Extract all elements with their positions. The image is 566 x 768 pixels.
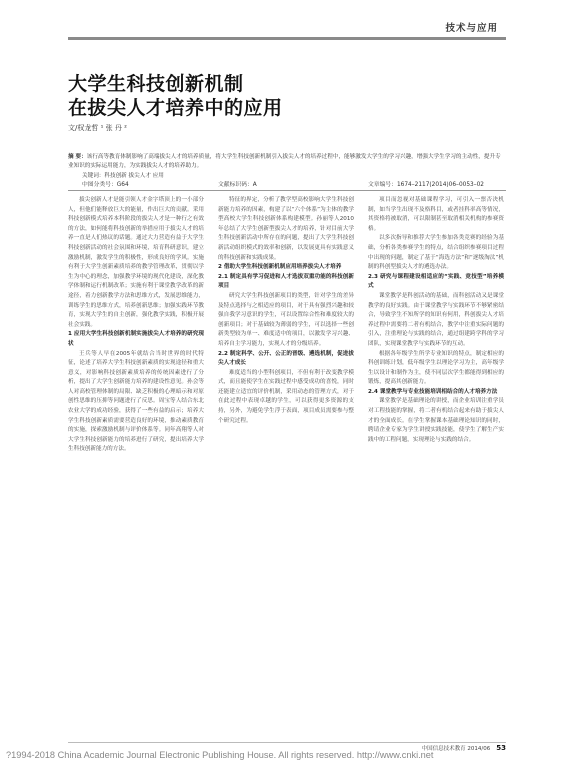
body-paragraph: 王兵等人早在2005年就结合当时世界的时代特征，论述了培养大学生科技创新素质的实现途径和重大意义，对影响科技创新素质培养的传统因素进行了分析，提出了大学生创新能力培养的建设性意见。孙会等人对高校管理体制的局限、缺乏积极的心理暗示和对原创性思维的压抑等问题进行了反思。周宝等人结合东北农业大学的成功经验，获得了一些有益的启示；培养大学生科技创新素质需要营造良好的环境，推动素质教育的实施，探索激励机制与评价体系等。同年高翔等人对大学生科技创新能力的培养进行了研究，提出培养大学生科技创新能力的方法。 [68,350,204,453]
header-rule [68,37,506,40]
journal-name: 中国信息技术教育 2014/06 [421,746,491,752]
footer [422,744,506,752]
article-title [68,72,283,120]
footer-rule [68,742,506,743]
section-heading: 2.3 研究与课程建设相适应的“实践、竞技型”培养模式 [368,273,504,290]
body-paragraph: 研究大学生科技创新项目的类型，针对学生的差异及特点选择与之相适应的项目，对于具有强烈兴趣和较强自我学习意识的学生，可以设置综合性和难度较大的创新项目；对于基础较为薄弱的学生，可以选择一些创新类型较为单一、难度适中的项目，以激发学习兴趣、培养自主学习能力，实现人才的分级培养。 [218,292,354,347]
section-heading: 2.4 课堂教学与专业技能培训相结合的人才培养方法 [368,388,498,395]
body-paragraph: 课堂教学是基础理论的讲授，而企业培训注重学员对工程技能的掌握，将二者有机结合起来有助于拔尖人才的全面成长。在学生掌握课本基础理论知识的同时，聘请企业专家为学生讲授实践技能，使学生了解生产实践中的工程问题，实现理论与实践的结合。 [368,398,504,443]
abstract [68,153,506,171]
abstract-label: 摘 要： [68,154,87,160]
clc-number: 中图分类号：G64 [82,182,129,188]
body-paragraph: 项目而忽视对基础课程学习，可引入一票否决机制，如当学生出现不及格科目，或者挂科率高等情况，其资格将被取消，可以限制甚至取消相关机构的参赛资格。 [368,197,504,232]
keywords-label: 关键词： [82,173,105,179]
section-heading: 2.1 制定具有学习促进和人才选拔双重功能的科技创新项目 [218,273,354,290]
copyright-notice: ?1994-2018 China Academic Journal Electronic Publishing House. All rights reserved. http://www.cnki.net [6,750,434,760]
section-heading: 1 应用大学生科技创新机制实施拔尖人才培养的研究现状 [68,331,204,347]
body-paragraph: 根据各年级学生所学专业知识的特点，制定相应的科创训练计划，低年级学生以理论学习为主，高年级学生以设计和制作为主，使不同层次学生都能得到相应的锻炼，提高其创新能力。 [368,350,504,386]
keywords-text: 科技创新 拔尖人才 应用 [104,173,164,179]
abstract-text: 该行高等教育体制影响了高端拔尖人才的培养质量，将大学生科技创新机制引入拔尖人才的培养过程中，能够激发大学生的学习兴趣，增强大学生学习的主动性，提升专业知识的实际运用能力，为实践拔尖人才的培养助力。 [68,154,501,169]
meta-divider [68,190,506,191]
section-heading: 2.2 制定科学、公开、公正的晋级、遴选机制，促进拔尖人才成长 [218,350,354,367]
keywords [82,171,164,179]
section-heading: 2 借助大学生科技创新机制应用培养拔尖人才培养 [218,264,342,271]
body-column-3 [368,196,504,736]
body-paragraph: 以多次指导和推荐大学生参加各类竞赛的经验为基础，分析各类参赛学生的特点，结合组织参赛项目过程中出现的问题，制定了基于“海选方法”和“逐级淘汰”机制的科创型拔尖人才的遴选办法。 [368,235,504,271]
body-paragraph: 拔尖创新人才是能引领人才金字塔顶上的一小部分人，但他们能释放巨大的能量，作出巨大的贡献。采用科技创新模式培养本科阶段的拔尖人才是一种行之有效的方法，如何能将科技创新的举措应用于拔尖人才的培养一直是人们热议的话题。通过大力营造有益于大学生科技创新活动的社会氛围和环境，培育科研意识，建立激励机制，激发学生的积极性，形成良好的学风。实施有利于大学生创新素质培养的教学管理改革，贯彻以学生为中心的理念，加强教学环境的现代化建设，深化教学体制和运行机制改革；实施有利于课堂教学改革的新途径，着力创新教学方法和思维方式，发展思维能力，训练学生的思维方式，培养创新思维；加强实践环节教育，实现大学生的自主创新，强化教学实践，积极开展社会实践。 [68,197,204,328]
author-line: 文/权龙哲 ¹ 张 丹 ² [68,124,127,132]
title-line-1: 大学生科技创新机制 [68,73,244,95]
body-paragraph: 难度适当的小型科创项目，不但有利于改变教学模式，而且能使学生在实践过程中感受成功的喜悦，同时还能建立适宜的评价机制，采用动态的管理方式，对于在此过程中表现卓越的学生，可以获得更多资源的支持，另外，为避免学生浮于表面，项目成员需要参与整个研究过程。 [218,369,354,424]
body-paragraph: 课堂教学是科创活动的基础，而科创活动又是课堂教学的良好实践。由于课堂教学与实践环节不够紧密结合，导致学生不知所学的知识有何用，科创拔尖人才培养过程中需要将二者有机结合，教学中注重实际问题的引入，注重理论与实践的结合，通过组建跨学科的学习团队，实现课堂教学与实践环节的互动。 [368,292,504,347]
body-paragraph: 特征的界定，分析了教学型高校影响大学生科技创新能力培养的因素，构建了以“六个体系”为主体的教学型高校大学生科技创新体系构建模型。孙丽等人2010年总结了大学生创新型拔尖人才的培养，针对目前大学生科技创新活动中所存在的问题，提出了大学生科技创新活动组织模式的效率和创新，以发展更具有实践意义的科技创新和实践成果。 [218,197,354,261]
title-line-2: 在拔尖人才培养中的应用 [68,97,283,119]
page-number: 53 [496,744,506,752]
body-column-2 [218,196,354,736]
article-number: 文章编号：1674–2117(2014)06–0053–02 [368,182,484,188]
body-column-1 [68,196,204,736]
document-code: 文献标识码：A [218,182,257,188]
section-tag: 技术与应用 [445,23,498,34]
